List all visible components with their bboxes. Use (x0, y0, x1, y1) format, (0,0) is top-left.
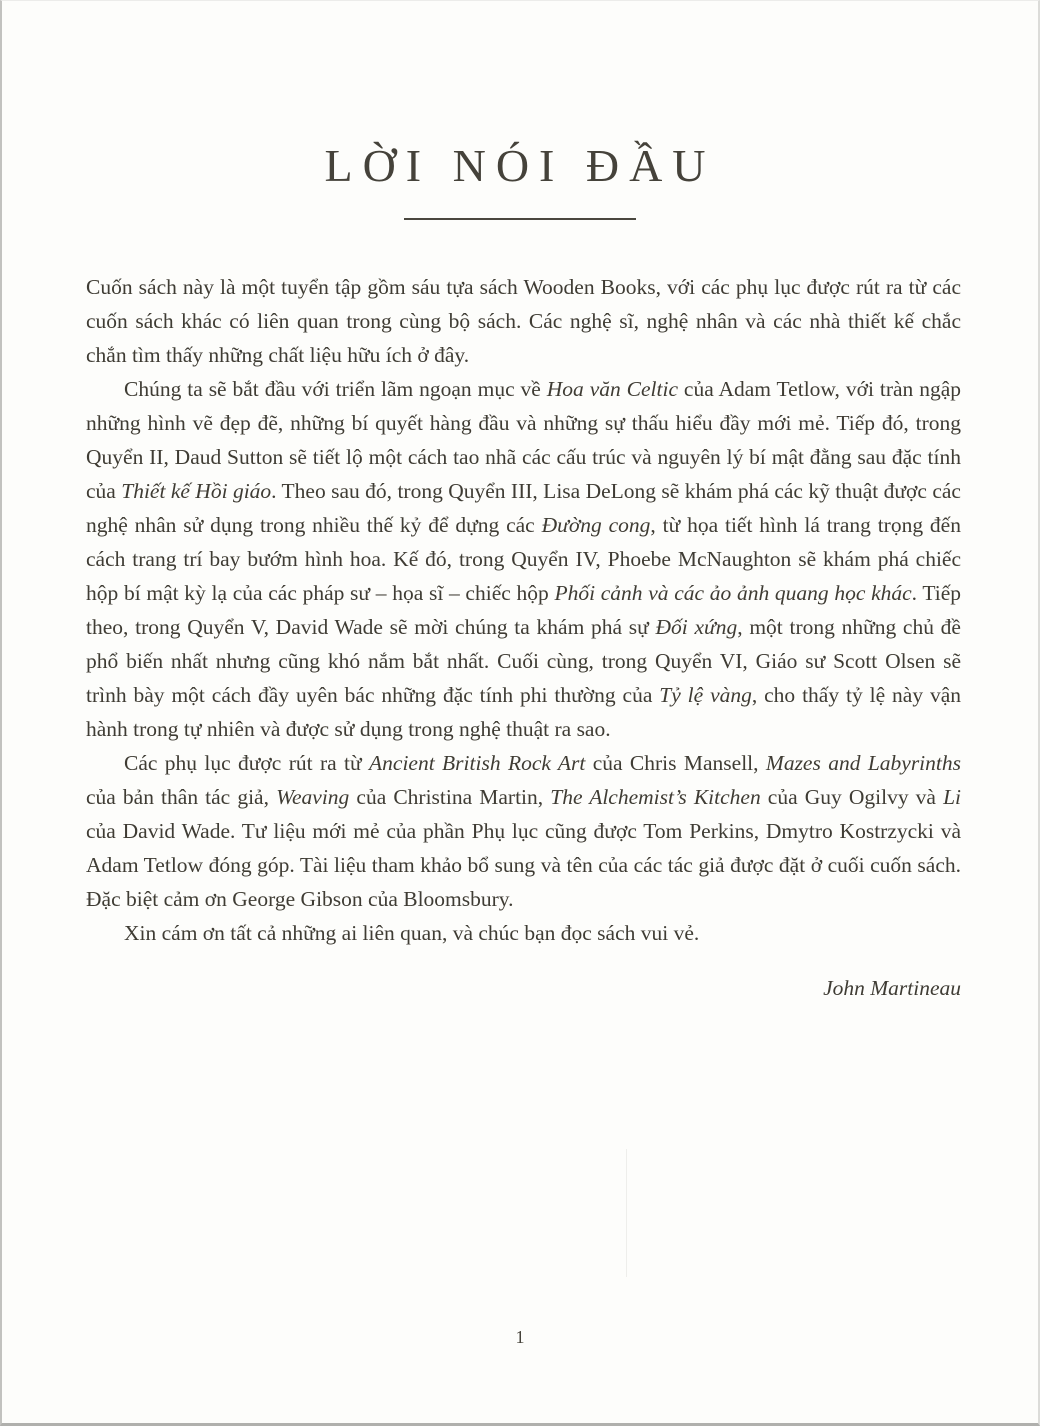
paragraph: Chúng ta sẽ bắt đầu với triển lãm ngoạn mục về Hoa văn Celtic của Adam Tetlow, với tràn ngập những hình vẽ đẹp đẽ, những bí quyết hàng đầu và những sự thấu hiểu đầy mới mẻ. Tiếp đó, trong Quyển II, Daud Sutton sẽ tiết lộ một cách tao nhã các cấu trúc và nguyên lý bí mật đằng sau đặc tính của Thiết kế Hồi giáo. Theo sau đó, trong Quyển III, Lisa DeLong sẽ khám phá các kỹ thuật được các nghệ nhân sử dụng trong nhiều thế kỷ để dựng các Đường cong, từ họa tiết hình lá trang trọng đến cách trang trí bay bướm hình hoa. Kế đó, trong Quyển IV, Phoebe McNaughton sẽ khám phá chiếc hộp bí mật kỳ lạ của các pháp sư – họa sĩ – chiếc hộp Phối cảnh và các ảo ảnh quang học khác. Tiếp theo, trong Quyển V, David Wade sẽ mời chúng ta khám phá sự Đối xứng, một trong những chủ đề phổ biến nhất nhưng cũng khó nắm bắt nhất. Cuối cùng, trong Quyển VI, Giáo sư Scott Olsen sẽ trình bày một cách đầy uyên bác những đặc tính phi thường của Tỷ lệ vàng, cho thấy tỷ lệ này vận hành trong tự nhiên và được sử dụng trong nghệ thuật ra sao. (86, 377, 962, 741)
body-text (86, 270, 961, 950)
title-divider (404, 218, 636, 220)
scan-crease (626, 1149, 627, 1277)
page-title: LỜI NÓI ĐẦU (324, 140, 716, 191)
paragraph: Các phụ lục được rút ra từ Ancient British Rock Art của Chris Mansell, Mazes and Labyrinths của bản thân tác giả, Weaving của Christina Martin, The Alchemist’s Kitchen của Guy Ogilvy và Li của David Wade. Tư liệu mới mẻ của phần Phụ lục cũng được Tom Perkins, Dmytro Kostrzycki và Adam Tetlow đóng góp. Tài liệu tham khảo bổ sung và tên của các tác giả được đặt ở cuối cuốn sách. Đặc biệt cảm ơn George Gibson của Bloomsbury. (86, 751, 961, 911)
paragraph: Xin cám ơn tất cả những ai liên quan, và chúc bạn đọc sách vui vẻ. (124, 921, 700, 945)
title-block (2, 1, 1038, 220)
paragraph: Cuốn sách này là một tuyển tập gồm sáu tựa sách Wooden Books, với các phụ lục được rút ra từ các cuốn sách khác có liên quan trong cùng bộ sách. Các nghệ sĩ, nghệ nhân và các nhà thiết kế chắc chắn tìm thấy những chất liệu hữu ích ở đây. (86, 275, 961, 367)
page-number: 1 (515, 1327, 525, 1347)
signature: John Martineau (823, 976, 961, 1000)
